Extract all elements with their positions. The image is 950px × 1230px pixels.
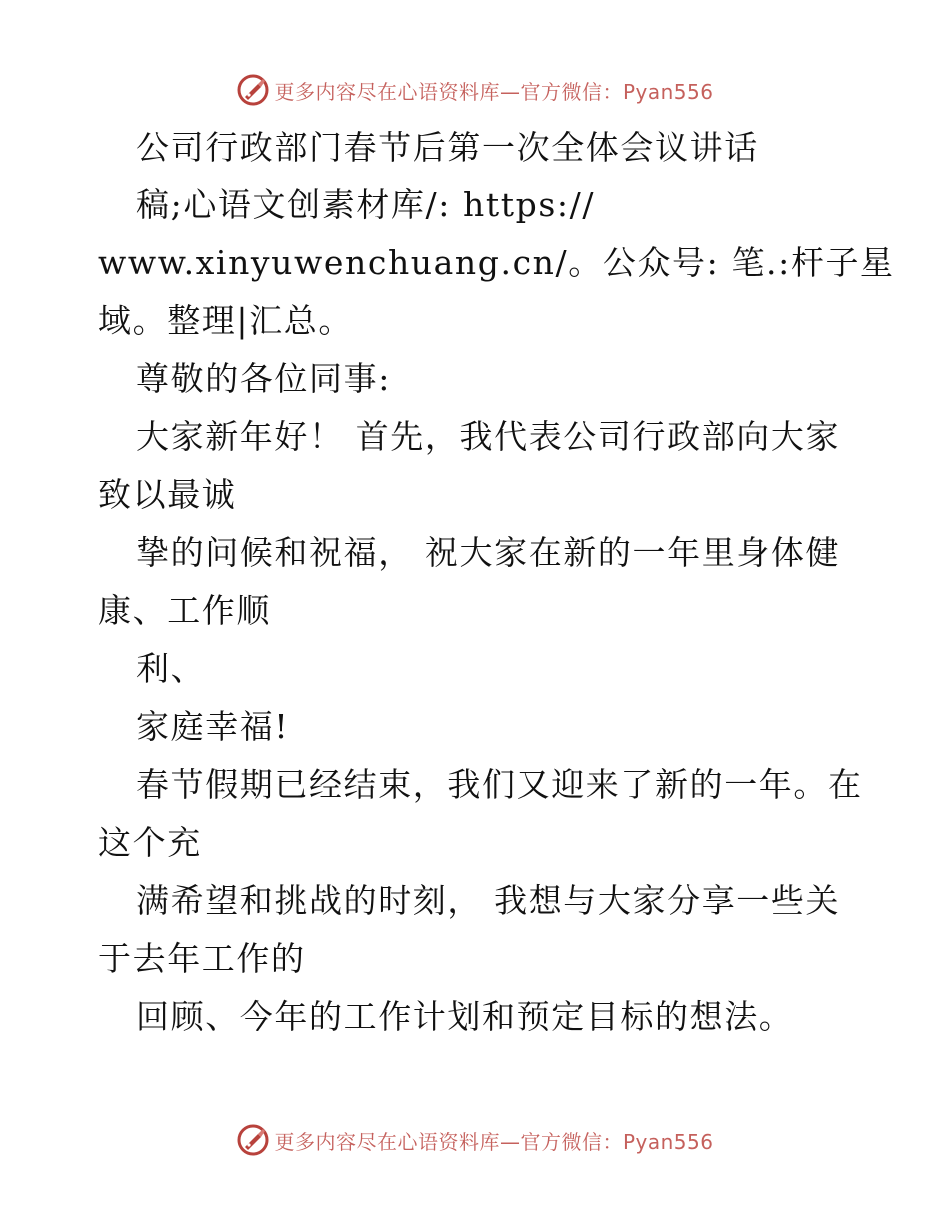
paragraph-line: 利、 xyxy=(136,649,206,688)
header-banner-content xyxy=(236,73,713,107)
paragraph-line: 家庭幸福! xyxy=(136,707,290,746)
paragraph-line: 于去年工作的 xyxy=(98,939,306,978)
paragraph-line: 挚的问候和祝福， 祝大家在新的一年里身体健 xyxy=(136,533,841,572)
paragraph-line: 致以最诚 xyxy=(98,475,237,514)
footer-banner-content xyxy=(236,1123,713,1157)
salutation: 尊敬的各位同事: xyxy=(136,359,391,398)
paragraph-line: 回顾、今年的工作计划和预定目标的想法。 xyxy=(136,997,794,1036)
paragraph-line: 春节假期已经结束，我们又迎来了新的一年。在 xyxy=(136,765,863,804)
header-banner xyxy=(0,72,950,108)
footer-banner-text: 更多内容尽在心语资料库—官方微信：Pyan556 xyxy=(274,1129,714,1154)
paragraph-line: 大家新年好！ 首先，我代表公司行政部向大家 xyxy=(136,417,841,456)
paragraph-line: 康、工作顺 xyxy=(98,591,271,630)
title-line-2: 稿;心语文创素材库/: https:// xyxy=(136,185,596,224)
title-line-1: 公司行政部门春节后第一次全体会议讲话 xyxy=(136,128,759,167)
source-note-line: 域。整理|汇总。 xyxy=(98,301,353,340)
paragraph-line: 满希望和挑战的时刻， 我想与大家分享一些关 xyxy=(136,881,841,920)
footer-banner xyxy=(0,1122,950,1158)
pen-nib-logo-icon xyxy=(236,1123,270,1157)
source-url-line: www.xinyuwenchuang.cn/。公众号: 笔.:杆子星 xyxy=(98,243,895,282)
paragraph-line: 这个充 xyxy=(98,823,202,862)
header-banner-text: 更多内容尽在心语资料库—官方微信：Pyan556 xyxy=(274,79,714,104)
pen-nib-logo-icon xyxy=(236,73,270,107)
